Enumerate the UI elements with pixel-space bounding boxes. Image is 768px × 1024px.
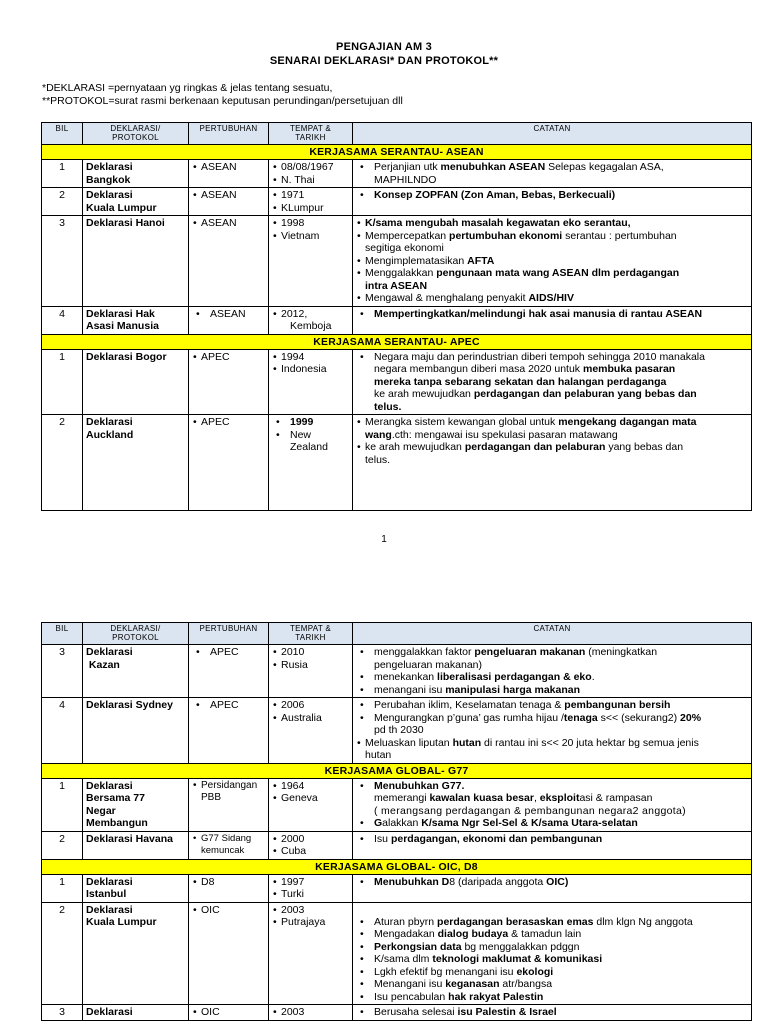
definition-deklarasi: *DEKLARASI =pernyataan yg ringkas & jelas tentang sesuatu, [42, 82, 333, 94]
header-pertubuhan: PERTUBUHAN [189, 123, 269, 145]
section-header-g77: KERJASAMA GLOBAL- G77 [42, 763, 752, 778]
page-separator [0, 568, 768, 578]
declaration-table-2 [41, 622, 752, 1021]
table-row: 1 Deklarasi Bogor • APEC • 1994 • Indonesia • Negara maju dan perindustrian diberi tempoh sehingga 2010 manakala negara membangun diberi masa 2020 untuk membuka pasaran mereka tanpa sebarang sekatan dan halangan perdaganga ke arah mewujudkan perdagangan dan pelaburan yang bebas dan telus. [42, 349, 752, 415]
section-header-oic-d8: KERJASAMA GLOBAL- OIC, D8 [42, 859, 752, 874]
header-tempat: TEMPAT & TARIKH [269, 123, 353, 145]
table-row: 3 Deklarasi Kazan • APEC • 2010 • Rusia • menggalakkan faktor pengeluaran makanan (meningkatkan pengeluaran makanan) • menekankan liberalisasi perdagangan & eko. • menangani isu manipulasi harga makanan [42, 645, 752, 698]
definition-protokol: **PROTOKOL=surat rasmi berkenaan keputusan perundingan/persetujuan dll [42, 95, 403, 107]
document-title: PENGAJIAN AM 3 [336, 41, 432, 53]
table-row: 2 Deklarasi Auckland • APEC • 1999 • New Zealand • Merangka sistem kewangan global untuk mengekang dagangan mata wang.cth: mengawai isu spekulasi pasaran matawang • ke arah mewujudkan perdagangan dan pelaburan yang bebas dan telus. [42, 415, 752, 511]
table-row: 2 Deklarasi Kuala Lumpur • OIC • 2003 • Putrajaya • Aturan pbyrn perdagangan berasaskan emas dlm klgn Ng anggota • Mengadakan dialog budaya & tamadun lain • Perkongsian data bg menggalakkan pdggn • K/sama dlm teknologi maklumat & komunikasi • Lgkh efektif bg menangani isu ekologi • Menangani isu keganasan atr/bangsa • Isu pencabulan hak rakyat Palestin [42, 902, 752, 1005]
table-row: 1 Deklarasi Bersama 77 Negar Membangun • Persidangan PBB • 1964 • Geneva • Menubuhkan G77. memerangi kawalan kuasa besar, eksploitasi & rampasan ( merangsang perdagangan & pembangunan negara2 anggota) • Galakkan K/sama Ngr Sel-Sel & K/sama Utara-selatan [42, 778, 752, 831]
table-row: 2 Deklarasi Kuala Lumpur • ASEAN • 1971 • KLumpur • Konsep ZOPFAN (Zon Aman, Bebas, Berkecuali) [42, 188, 752, 216]
header-deklarasi: DEKLARASI/ PROTOKOL [83, 123, 189, 145]
table-row: 3 Deklarasi Hanoi • ASEAN • 1998 • Vietnam • K/sama mengubah masalah kegawatan eko serantau, • Mempercepatkan pertumbuhan ekonomi serantau : pertumbuhan segitiga ekonomi • Mengimplematasikan AFTA • Menggalakkan pengunaan mata wang ASEAN dlm perdagangan intra ASEAN • Mengawal & menghalang penyakit AIDS/HIV [42, 216, 752, 307]
table-row: 3 Deklarasi • OIC • 2003 • Berusaha selesai isu Palestin & Israel [42, 1005, 752, 1021]
table-row: 4 Deklarasi Sydney • APEC • 2006 • Australia • Perubahan iklim, Keselamatan tenaga & pembangunan bersih • Mengurangkan p’guna’ gas rumha hijau /tenaga s<< (sekurang2) 20% pd th 2030 • Meluaskan liputan hutan di rantau ini s<< 20 juta hektar bg semua jenis hutan [42, 698, 752, 764]
header-catatan: CATATAN [353, 123, 752, 145]
section-header-apec: KERJASAMA SERANTAU- APEC [42, 334, 752, 349]
declaration-table-1 [41, 122, 752, 511]
table-header [42, 623, 752, 645]
table-row: 2 Deklarasi Havana • G77 Sidang kemuncak • 2000 • Cuba • Isu perdagangan, ekonomi dan pembangunan [42, 831, 752, 859]
page-number: 1 [381, 534, 387, 545]
header-bil: BIL [42, 623, 83, 645]
document-subtitle: SENARAI DEKLARASI* DAN PROTOKOL** [269, 55, 499, 67]
table-row: 1 Deklarasi Istanbul • D8 • 1997 • Turki • Menubuhkan D8 (daripada anggota OIC) [42, 874, 752, 902]
header-bil: BIL [42, 123, 83, 145]
table-header [42, 123, 752, 145]
header-deklarasi: DEKLARASI/ PROTOKOL [83, 623, 189, 645]
section-header-asean: KERJASAMA SERANTAU- ASEAN [42, 145, 752, 160]
header-catatan: CATATAN [353, 623, 752, 645]
table-row: 4 Deklarasi Hak Asasi Manusia • ASEAN • 2012, Kemboja • Mempertingkatkan/melindungi hak asai manusia di rantau ASEAN [42, 306, 752, 334]
header-tempat: TEMPAT & TARIKH [269, 623, 353, 645]
header-pertubuhan: PERTUBUHAN [189, 623, 269, 645]
page-2 [0, 578, 768, 1024]
table-row: 1 Deklarasi Bangkok • ASEAN • 08/08/1967 • N. Thai • Perjanjian utk menubuhkan ASEAN Selepas kegagalan ASA, MAPHILNDO [42, 160, 752, 188]
